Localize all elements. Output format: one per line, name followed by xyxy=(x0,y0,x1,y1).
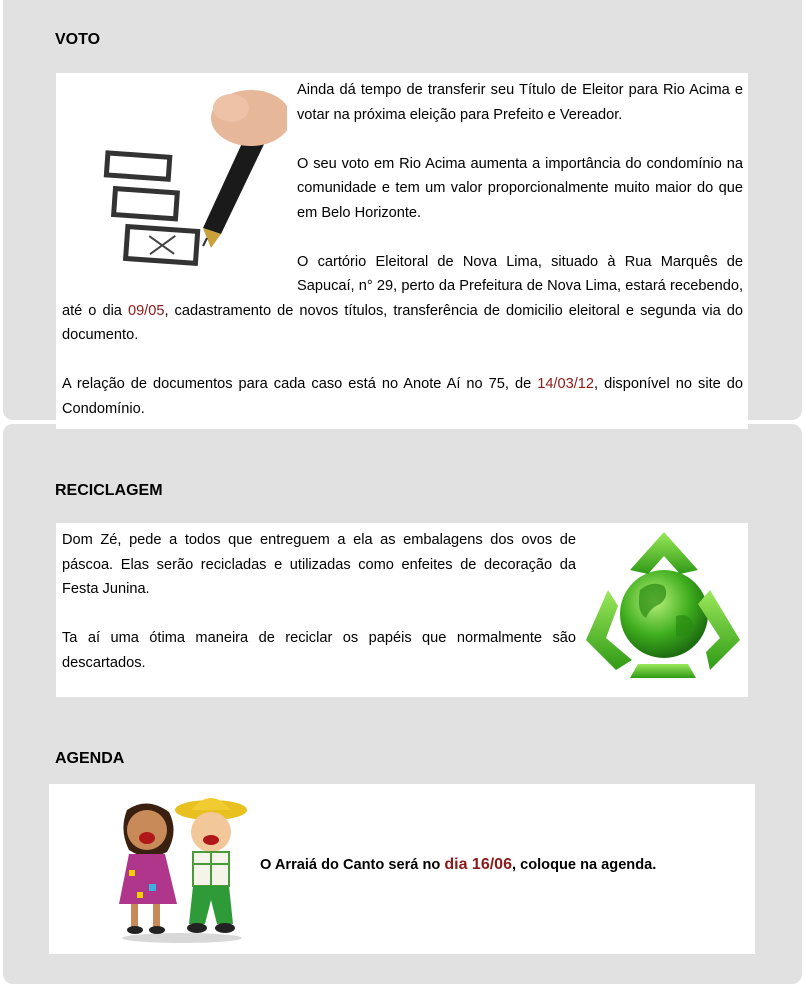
voto-paragraph-3: O cartório Eleitoral de Nova Lima, situado à Rua Marquês de Sapucaí, n° 29, perto da Prefeitura de Nova Lima, estará recebendo, até o dia 09/05, cadastramento de novos títulos, transferência de domicilio eleitoral e segunda via do documento. xyxy=(62,253,743,343)
date-highlight: 14/03/12 xyxy=(537,376,595,392)
date-highlight: 09/05 xyxy=(127,302,165,319)
reciclagem-text xyxy=(62,528,576,675)
agenda-content-box xyxy=(49,784,755,954)
ballot-checkbox-pen-icon xyxy=(71,88,287,278)
reciclagem-content-box xyxy=(56,523,748,697)
reciclagem-paragraph-1: Dom Zé, pede a todos que entreguem a ela as embalagens dos ovos de páscoa. Elas serão recicladas e utilizadas como enfeites de decoração da Festa Junina. xyxy=(62,532,576,597)
voto-paragraph-1: Ainda dá tempo de transferir seu Título de Eleitor para Rio Acima e votar na próxima eleição para Prefeito e Vereador. xyxy=(297,82,743,123)
recycle-globe-icon xyxy=(580,530,746,690)
festa-junina-kids-icon xyxy=(107,792,257,944)
agenda-announcement: O Arraiá do Canto será no dia 16/06, coloque na agenda. xyxy=(260,856,657,873)
voto-paragraph-4: A relação de documentos para cada caso está no Anote Aí no 75, de 14/03/12, disponível no site do Condomínio. xyxy=(62,376,743,417)
voto-paragraph-2: O seu voto em Rio Acima aumenta a importância do condomínio na comunidade e tem um valor proporcionalmente muito maior do que em Belo Horizonte. xyxy=(297,155,743,221)
date-highlight: dia 16/06 xyxy=(444,856,512,873)
reciclagem-paragraph-2: Ta aí uma ótima maneira de reciclar os papéis que normalmente são descartados. xyxy=(62,630,576,671)
agenda-heading: AGENDA xyxy=(55,750,125,767)
voto-heading: VOTO xyxy=(55,31,101,48)
voto-content-box xyxy=(56,73,748,429)
voto-text xyxy=(62,78,743,421)
reciclagem-heading: RECICLAGEM xyxy=(55,482,163,499)
